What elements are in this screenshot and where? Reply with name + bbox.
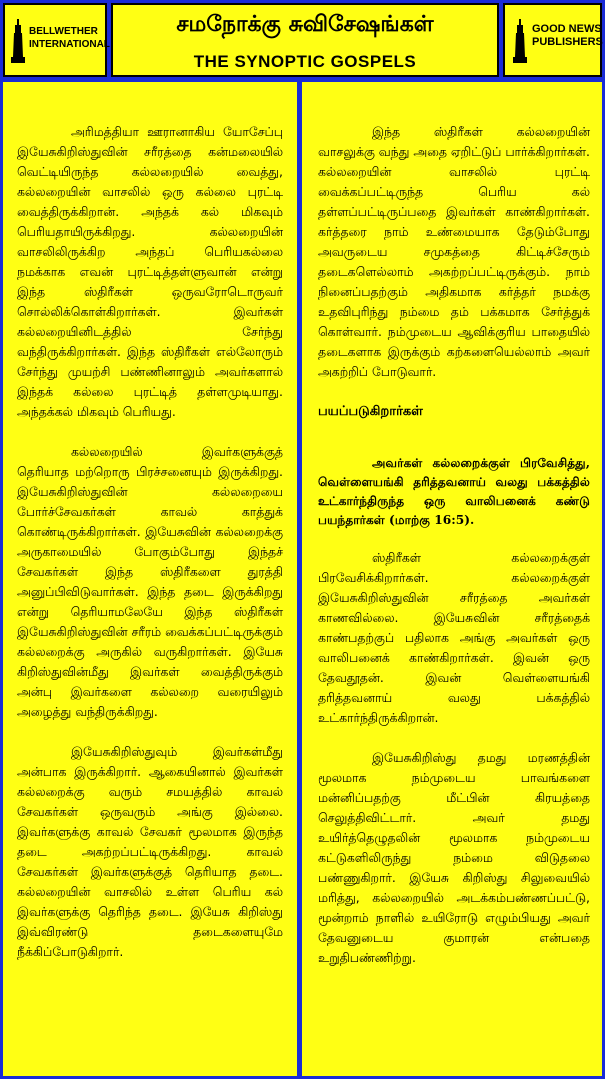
english-title: THE SYNOPTIC GOSPELS (193, 52, 417, 71)
bellwether-logo (3, 3, 110, 77)
logo-line: BELLWETHER (29, 26, 98, 37)
body-paragraph: இயேசுகிறிஸ்துவும் இவர்கள்மீது அன்பாக இருக்கிறார். ஆகையினால் இவர்கள் கல்லறைக்கு வரும் சமயத்தில் காவல் சேவகர்கள் ஒருவரும் அங்கு இல்லை. இவர்களுக்கு காவல் சேவகர் மூலமாக இருந்த தடை அகற்றப்பட்டிருக்கிறது. காவல் சேவகர்கள் இவர்களுக்குத் தெரியாத தடை. கல்லறையின் வாசலில் உள்ள பெரிய கல் இவர்களுக்கு தெரிந்த தடை. இயேசு கிறிஸ்து இவ்விரண்டு தடைகளையுமே நீக்கிப்போடுகிறார். (17, 744, 283, 959)
logo-line: PUBLISHERS (532, 36, 603, 48)
body-paragraph: இந்த ஸ்திரீகள் கல்லறையின் வாசலுக்கு வந்து அதை ஏறிட்டுப் பார்க்கிறார்கள். கல்லறையின் வாசலில் புரட்டி வைக்கப்பட்டிருந்த பெரிய கல் தள்ளப்பட்டிருப்பதை இவர்கள் காண்கிறார்கள். கர்த்தரை நாம் உண்மையாக தேடும்போது அவருடைய சமுகத்தை கிட்டிச்சேரும் தடைகளெல்லாம் அகற்றப்பட்டிருக்கும். நாம் நினைப்பதற்கும் அதிகமாக கர்த்தர் நமக்கு உதவிபுரிந்து நம்மை தம் பக்கமாக சேர்த்துக் கொள்வார். நம்முடைய ஆவிக்குரிய பாதையில் தடைகளாக இருக்கும் கற்களையெல்லாம் அவர் அகற்றிப் போடுவார். (318, 124, 590, 379)
section-heading: பயப்படுகிறார்கள் (318, 404, 423, 419)
good-news-logo (503, 3, 602, 77)
logo-line: GOOD NEWS (532, 23, 602, 35)
right-column (302, 82, 602, 1076)
header-banner (3, 3, 602, 77)
tower-icon (11, 19, 25, 63)
body-paragraph: கல்லறையில் இவர்களுக்குத் தெரியாத மற்றொரு பிரச்சனையும் இருக்கிறது. இயேசுகிறிஸ்துவின் கல்லறையை போர்ச்சேவகர்கள் காவல் காத்துக் கொண்டிருக்கிறார்கள். இயேசுவின் கல்லறைக்கு அருகாமையில் போகும்போது இந்தச் சேவகர்கள் இந்த ஸ்திரீகளை துரத்தி அனுப்பிவிடுவார்கள். இந்த தடை இருக்கிறது என்று தெரியாமலேயே இந்த ஸ்திரீகள் இயேசுகிறிஸ்துவின் சரீரம் வைக்கப்பட்டிருக்கும் கல்லறைக்கு அருகில் வருகிறார்கள். இயேசு கிறிஸ்துவின்மீது இவர்கள் வைத்திருக்கும் அன்பு இவர்களை கல்லறை வரையிலும் அழைத்து வந்திருக்கிறது. (17, 444, 283, 719)
good-news-logo-text (532, 23, 603, 49)
logo-line: INTERNATIONAL (29, 39, 110, 50)
body-paragraph: இயேசுகிறிஸ்து தமது மரணத்தின் மூலமாக நம்முடைய பாவங்களை மன்னிப்பதற்கு மீட்பின் கிரயத்தை செலுத்திவிட்டார். அவர் தமது உயிர்த்தெழுதலின் மூலமாக நம்முடைய கட்டுகளிலிருந்து நம்மை விடுதலை பண்ணுகிறார். இயேசு கிறிஸ்து சிலுவையில் மரித்து, கல்லறையில் அடக்கம்பண்ணப்பட்டு, மூன்றாம் நாளில் உயிரோடு எழும்பியது அவர் தேவனுடைய குமாரன் என்பதை உறுதிபண்ணிற்று. (318, 750, 590, 965)
body-paragraph: அரிமத்தியா ஊரானாகிய யோசேப்பு இயேசுகிறிஸ்துவின் சரீரத்தை கன்மலையில் வெட்டியிருந்த கல்லறையில் வைத்து, கல்லறையின் வாசலில் ஒரு கல்லை புரட்டி வைத்திருக்கிறான். அந்தக் கல் மிகவும் பெரியதாயிருக்கிறது. கல்லறையின் வாசலிலிருக்கிற அந்தப் பெரியகல்லை நமக்காக எவன் புரட்டித்தள்ளுவான் என்று இந்த ஸ்திரீகள் ஒருவரோடொருவர் சொல்லிக்கொள்கிறார்கள். இவர்கள் கல்லறையினிடத்தில் சேர்ந்து வந்திருக்கிறார்கள். இந்த ஸ்திரீகள் எல்லோரும் சேர்ந்து முயற்சி பண்ணினாலும் அவர்களால் இந்தக் கல்லை புரட்டித் தள்ளமுடியாது. அந்தக்கல் மிகவும் பெரியது. (17, 124, 283, 419)
left-column (3, 82, 297, 1076)
scripture-quote: அவர்கள் கல்லறைக்குள் பிரவேசித்து, வெள்ளையங்கி தரித்தவனாய் வலது பக்கத்தில் உட்கார்ந்திருந்த ஒரு வாலிபனைக் கண்டு பயந்தார்கள் (மாற்கு 16:5). (318, 456, 590, 527)
title-box (111, 3, 499, 77)
tower-icon (513, 19, 527, 63)
bellwether-logo-text (29, 25, 110, 51)
body-paragraph: ஸ்திரீகள் கல்லறைக்குள் பிரவேசிக்கிறார்கள். கல்லறைக்குள் இயேசுகிறிஸ்துவின் சரீரத்தை அவர்கள் காணவில்லை. இயேசுவின் சரீரத்தைக் காண்பதற்குப் பதிலாக அங்கு அவர்கள் ஒரு வாலிபனைக் காண்கிறார்கள். இவன் ஒரு தேவதூதன். இவன் வெள்ளையங்கி தரித்தவனாய் வலது பக்கத்தில் உட்கார்ந்திருக்கிறான். (318, 550, 590, 725)
tamil-title: சமநோக்கு சுவிசேஷங்கள் (176, 12, 434, 37)
